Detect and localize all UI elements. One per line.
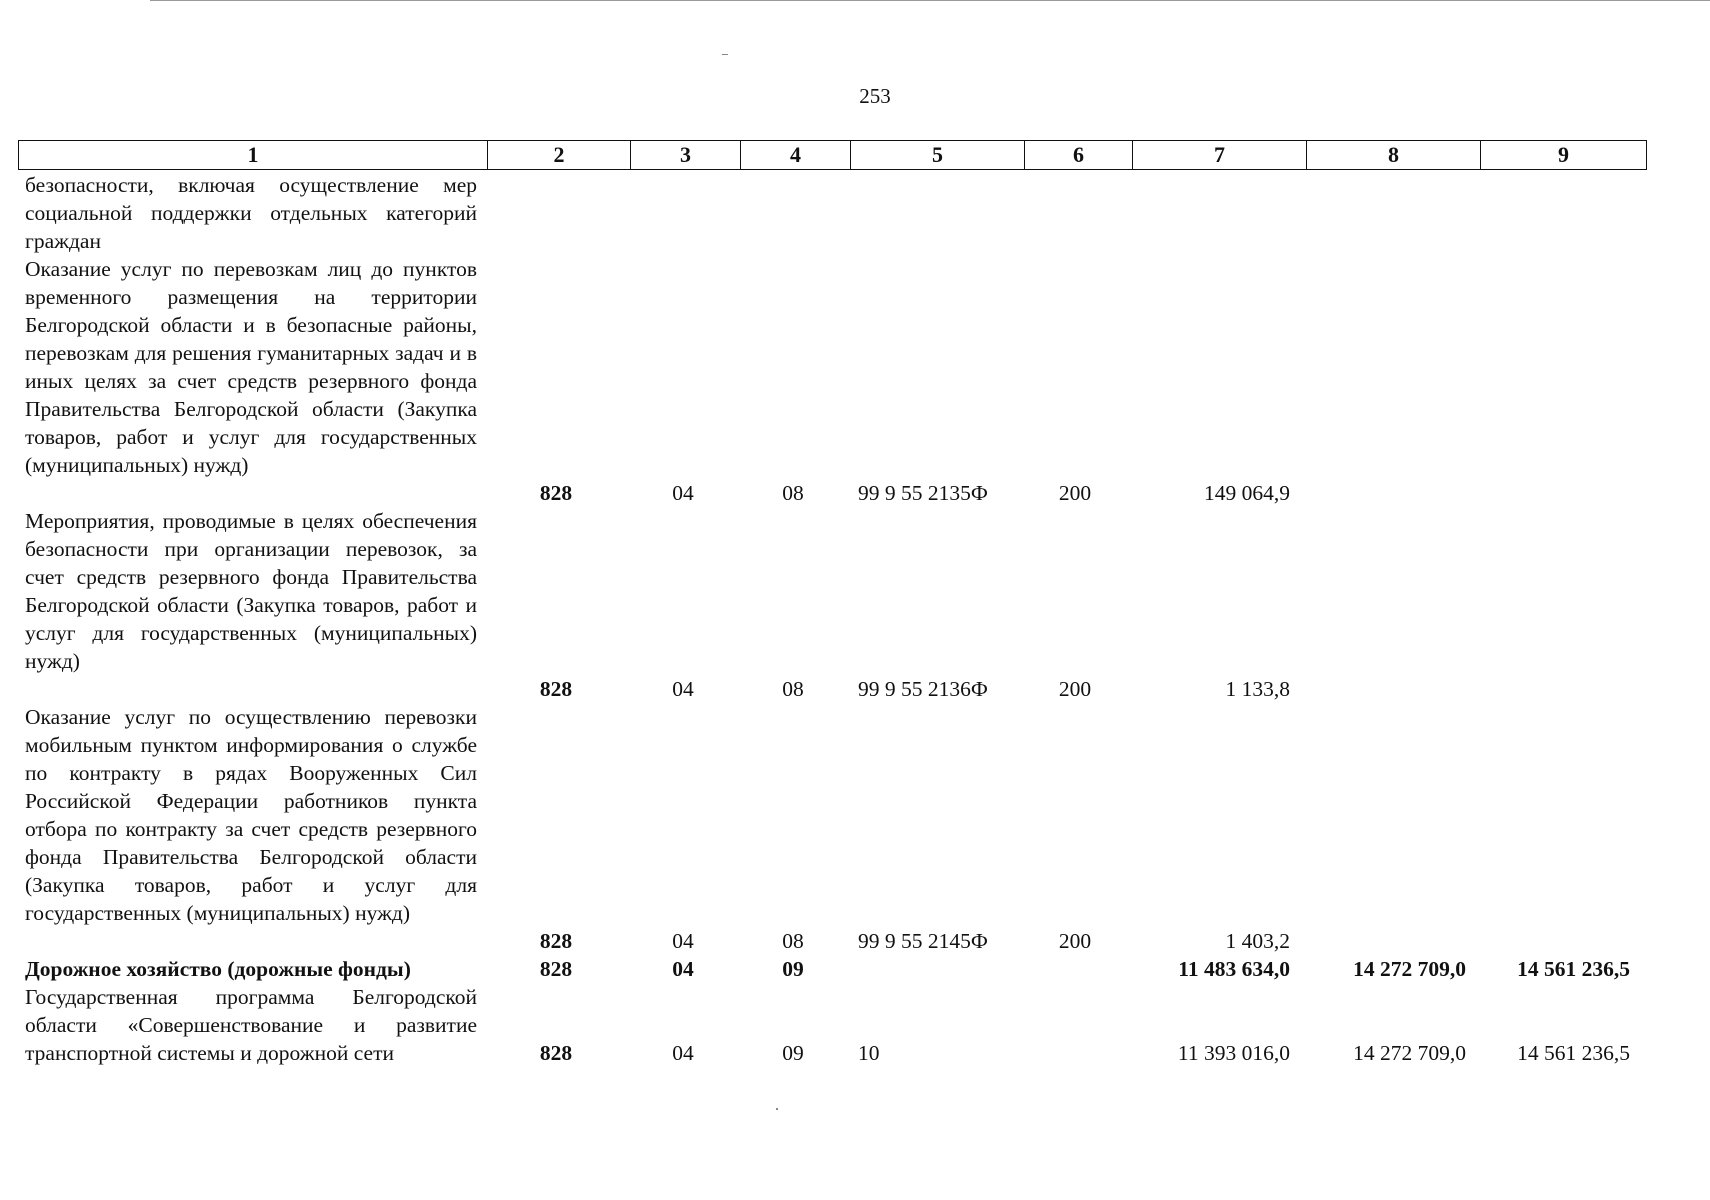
cell-admin-code: 828 xyxy=(539,957,573,981)
cell-subsection: 08 xyxy=(782,481,804,505)
row-description: Государственная программа Белгородской области «Совершенствование и развитие транспортной системы и дорожной сети xyxy=(25,985,477,1065)
table-header xyxy=(18,140,1647,170)
cell-amount-col7: 11 483 634,0 xyxy=(1178,957,1290,981)
cell-amount-col8: 14 272 709,0 xyxy=(1353,1041,1466,1065)
cell-amount-col7: 11 393 016,0 xyxy=(1177,1041,1290,1065)
row-description: безопасности, включая осуществление мер социальной поддержки отдельных категорий граждан xyxy=(25,173,477,253)
cell-expense-type: 200 xyxy=(1058,677,1092,701)
column-header-4: 4 xyxy=(741,141,851,170)
cell-admin-code: 828 xyxy=(539,677,573,701)
cell-amount-col9: 14 561 236,5 xyxy=(1517,957,1630,981)
cell-amount-col8: 14 272 709,0 xyxy=(1353,957,1466,981)
cell-amount-col7: 1 133,8 xyxy=(1225,677,1290,701)
cell-subsection: 09 xyxy=(782,957,804,981)
cell-section: 04 xyxy=(672,481,694,505)
cell-admin-code: 828 xyxy=(539,481,573,505)
column-header-2: 2 xyxy=(488,141,631,170)
cell-expense-type: 200 xyxy=(1058,481,1092,505)
cell-amount-col9: 14 561 236,5 xyxy=(1517,1041,1630,1065)
column-header-9: 9 xyxy=(1481,141,1647,170)
cell-admin-code: 828 xyxy=(539,1041,573,1065)
row-description: Мероприятия, проводимые в целях обеспечения безопасности при организации перевозок, за счет средств резервного фонда Правительства Белгородской области (Закупка товаров, работ и услуг для государственных (муниципальных) нужд) xyxy=(25,509,477,673)
cell-section: 04 xyxy=(672,929,694,953)
cell-target-article: 99 9 55 2145Ф xyxy=(858,929,988,953)
column-header-6: 6 xyxy=(1025,141,1133,170)
column-header-8: 8 xyxy=(1307,141,1481,170)
scan-speck xyxy=(776,1108,778,1110)
cell-expense-type: 200 xyxy=(1058,929,1092,953)
cell-amount-col7: 1 403,2 xyxy=(1225,929,1290,953)
scan-edge-line xyxy=(150,0,1710,1)
page-number: 253 xyxy=(859,84,891,108)
cell-subsection: 08 xyxy=(782,929,804,953)
row-description: Оказание услуг по перевозкам лиц до пунктов временного размещения на территории Белгородской области и в безопасные районы, перевозкам для решения гуманитарных задач и в иных целях за счет средств резервного фонда Правительства Белгородской области (Закупка товаров, работ и услуг для государственных (муниципальных) нужд) xyxy=(25,257,477,477)
row-description: Оказание услуг по осуществлению перевозки мобильным пунктом информирования о службе по контракту в рядах Вооруженных Сил Российской Федерации работников пункта отбора по контракту за счет средств резервного фонда Правительства Белгородской области (Закупка товаров, работ и услуг для государственных (муниципальных) нужд) xyxy=(25,705,477,925)
column-header-7: 7 xyxy=(1133,141,1307,170)
column-header-3: 3 xyxy=(631,141,741,170)
cell-amount-col7: 149 064,9 xyxy=(1204,481,1290,505)
cell-target-article: 10 xyxy=(858,1041,880,1065)
cell-admin-code: 828 xyxy=(539,929,573,953)
row-description: Дорожное хозяйство (дорожные фонды) xyxy=(25,957,411,981)
column-header-1: 1 xyxy=(19,141,488,170)
cell-subsection: 09 xyxy=(782,1041,804,1065)
cell-section: 04 xyxy=(672,957,694,981)
cell-section: 04 xyxy=(672,1041,694,1065)
column-header-5: 5 xyxy=(851,141,1025,170)
cell-target-article: 99 9 55 2136Ф xyxy=(858,677,988,701)
scan-speck xyxy=(722,54,728,55)
cell-section: 04 xyxy=(672,677,694,701)
cell-subsection: 08 xyxy=(782,677,804,701)
cell-target-article: 99 9 55 2135Ф xyxy=(858,481,988,505)
